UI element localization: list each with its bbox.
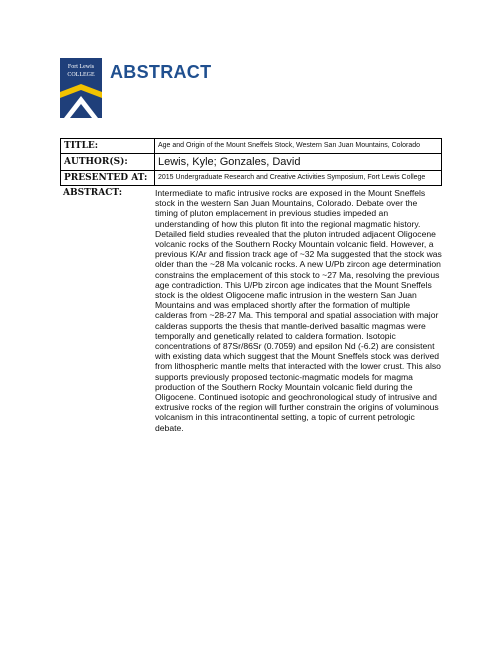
authors-row (60, 154, 442, 171)
abstract-row (60, 186, 442, 434)
title-row (60, 139, 442, 154)
authors-label: AUTHOR(S): (60, 154, 155, 170)
logo-text-line1: Fort Lewis (67, 64, 95, 70)
abstract-text: Intermediate to mafic intrusive rocks are exposed in the Mount Sneffels stock in the western San Juan Mountains, Colorado. Debate over the timing of pluton emplacement in previous studies impeded an understanding of how this pluton fit into the regional magmatic history. Detailed field studies revealed that the pluton intruded adjacent Oligocene volcanic rocks of the Southern Rocky Mountain volcanic field. However, a previous K/Ar and fission track age of ~32 Ma suggested that the stock was older than the ~28 Ma volcanic rocks. A new U/Pb zircon age determination constrains the emplacement of this stock to ~27 Ma, resolving the previous age contradiction. This U/Pb zircon age indicates that the Mount Sneffels stock is the oldest Oligocene mafic intrusion in the western San Juan Mountains and was emplaced shortly after the formation of multiple calderas from ~28-27 Ma. This temporal and spatial association with major calderas supports the thesis that mantle-derived basaltic magmas were temporally and genetically related to caldera formation. Isotopic concentrations of 87Sr/86Sr (0.7059) and epsilon Nd (-6.2) are consistent with existing data which suggest that the Mount Sneffels stock was derived from lithospheric mantle melts that interacted with the lower crust. This also supports previously proposed tectonic-magmatic models for magma production of the Southern Rocky Mountain volcanic field during the Oligocene. Continued isotopic and geochronological study of intrusive and extrusive rocks of the region will further constrain the origins of voluminous volcanism in this intracontinental setting, a topic of current petrologic debate. (155, 188, 442, 433)
authors-value: Lewis, Kyle; Gonzales, David (155, 154, 442, 170)
abstract-form (60, 138, 442, 434)
presented-label: PRESENTED AT: (60, 171, 155, 185)
logo-text-line2: COLLEGE (67, 72, 95, 78)
title-value: Age and Origin of the Mount Sneffels Stock, Western San Juan Mountains, Colorado (155, 139, 442, 153)
college-logo (60, 58, 102, 118)
presented-value: 2015 Undergraduate Research and Creative Activities Symposium, Fort Lewis College (155, 171, 442, 185)
college-logo-graphic (60, 58, 102, 118)
abstract-label: ABSTRACT: (63, 188, 123, 198)
presented-row (60, 171, 442, 186)
page-title: ABSTRACT (110, 62, 212, 82)
title-label: TITLE: (60, 139, 155, 153)
